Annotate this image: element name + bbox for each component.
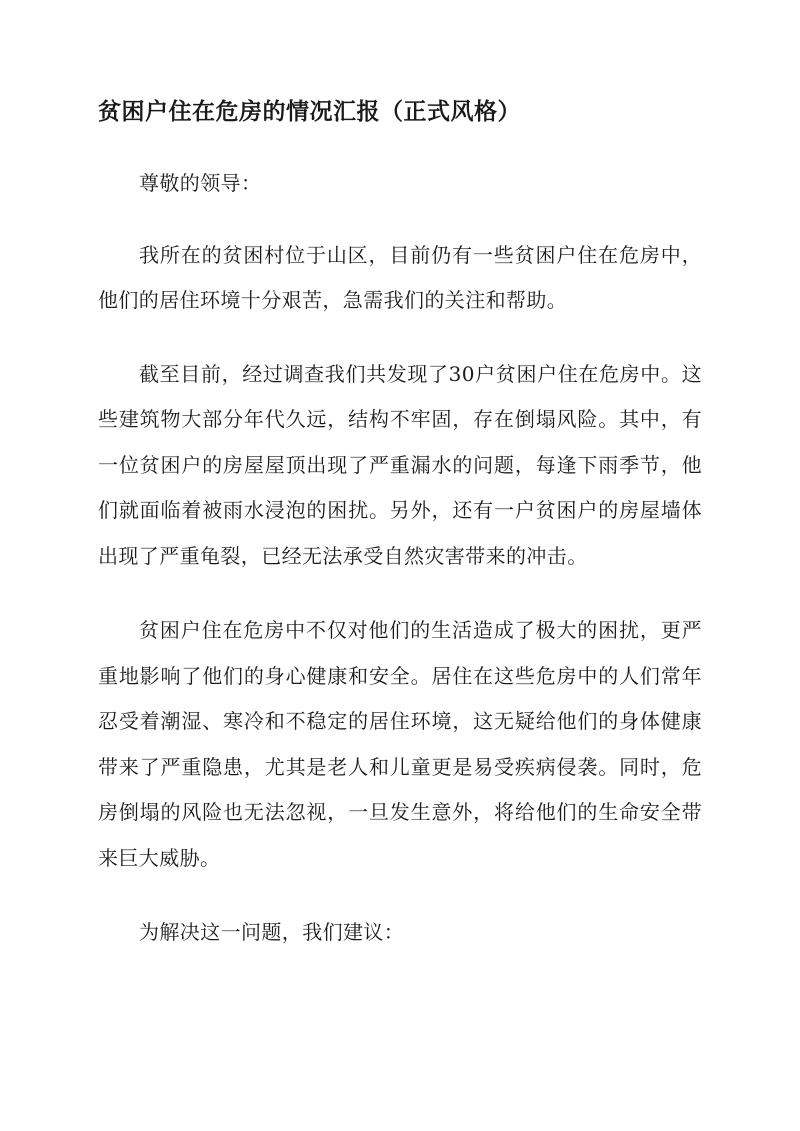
paragraph: 贫困户住在危房中不仅对他们的生活造成了极大的困扰，更严重地影响了他们的身心健康和安全。居住在这些危房中的人们常年忍受着潮湿、寒冷和不稳定的居住环境，这无疑给他们的身体健康带来了严重隐患，尤其是老人和儿童更是易受疾病侵袭。同时，危房倒塌的风险也无法忽视，一旦发生意外，将给他们的生命安全带来巨大威胁。 [98,618,702,870]
document-body [98,161,702,977]
paragraph: 为解决这一问题，我们建议： [139,920,405,944]
salutation: 尊敬的领导： [139,171,262,195]
document-title: 贫困户住在危房的情况汇报（正式风格） [98,98,521,125]
paragraph: 我所在的贫困村位于山区，目前仍有一些贫困户住在危房中，他们的居住环境十分艰苦，急需我们的关注和帮助。 [98,242,702,312]
paragraph: 截至目前，经过调查我们共发现了30户贫困户住在危房中。这些建筑物大部分年代久远，结构不牢固，存在倒塌风险。其中，有一位贫困户的房屋屋顶出现了严重漏水的问题，每逢下雨季节，他们就面临着被雨水浸泡的困扰。另外，还有一户贫困户的房屋墙体出现了严重龟裂，已经无法承受自然灾害带来的冲击。 [98,361,702,568]
